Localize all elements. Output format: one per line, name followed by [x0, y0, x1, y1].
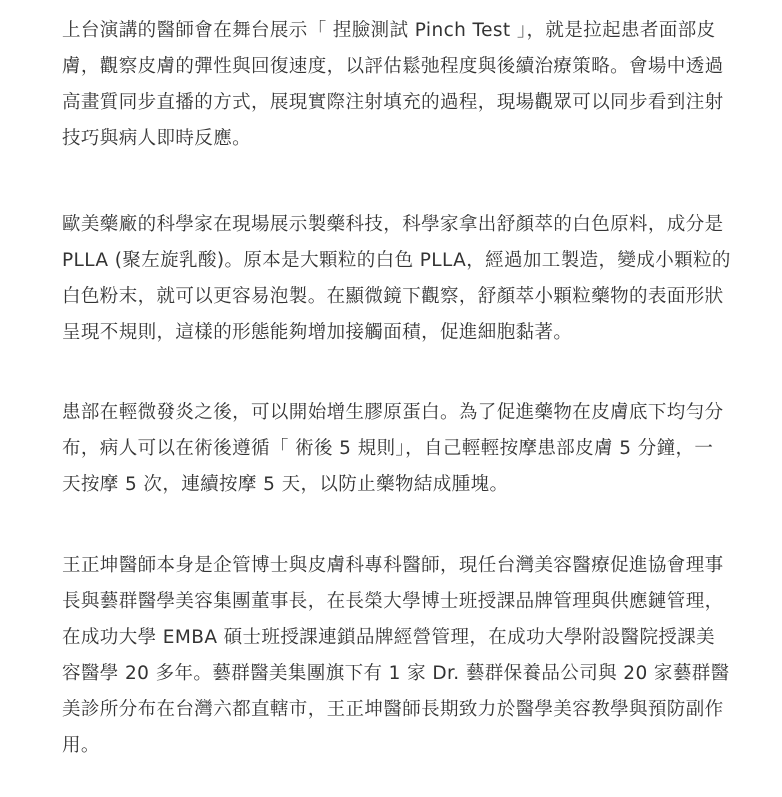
text-line: 長與藝群醫學美容集團董事長，在長榮大學博士班授課品牌管理與供應鏈管理， [62, 591, 724, 612]
text-line: PLLA (聚左旋乳酸)。原本是大顆粒的白色 PLLA，經過加工製造，變成小顆粒的 [62, 250, 731, 271]
text-line: 呈現不規則，這樣的形態能夠增加接觸面積，促進細胞黏著。 [62, 322, 573, 343]
text-line: 美診所分布在台灣六都直轄市，王正坤醫師長期致力於醫學美容教學與預防副作 [62, 699, 724, 720]
paragraph-doctor-bio [62, 503, 766, 764]
text-line: 上台演講的醫師會在舞台展示「 捏臉測試 Pinch Test 」，就是拉起患者面部皮 [62, 20, 716, 41]
paragraph-plla [62, 157, 766, 351]
text-line: 在成功大學 EMBA 碩士班授課連鎖品牌經營管理，在成功大學附設醫院授課美 [62, 627, 716, 648]
text-line: 膚，觀察皮膚的彈性與回復速度，以評估鬆弛程度與後續治療策略。會場中透過 [62, 56, 724, 77]
paragraph-pinch-test [62, 0, 766, 157]
text-line: 技巧與病人即時反應。 [62, 128, 252, 149]
text-line: 白色粉末，就可以更容易泡製。在顯微鏡下觀察，舒顏萃小顆粒藥物的表面形狀 [62, 286, 724, 307]
text-line: 王正坤醫師本身是企管博士與皮膚科專科醫師，現任台灣美容醫療促進協會理事 [62, 555, 724, 576]
text-line: 歐美藥廠的科學家在現場展示製藥科技，科學家拿出舒顏萃的白色原料，成分是 [62, 214, 724, 235]
text-line: 用。 [62, 735, 100, 756]
text-line: 布，病人可以在術後遵循「 術後 5 規則」，自己輕輕按摩患部皮膚 5 分鐘，一 [62, 438, 714, 459]
text-line: 容醫學 20 多年。藝群醫美集團旗下有 1 家 Dr. 藝群保養品公司與 20 家藝群醫 [62, 663, 730, 684]
text-line: 患部在輕微發炎之後，可以開始增生膠原蛋白。為了促進藥物在皮膚底下均勻分 [62, 402, 724, 423]
text-line: 高畫質同步直播的方式，展現實際注射填充的過程，現場觀眾可以同步看到注射 [62, 92, 724, 113]
paragraph-massage-rule [62, 351, 766, 503]
text-line: 天按摩 5 次，連續按摩 5 天，以防止藥物結成腫塊。 [62, 474, 509, 495]
